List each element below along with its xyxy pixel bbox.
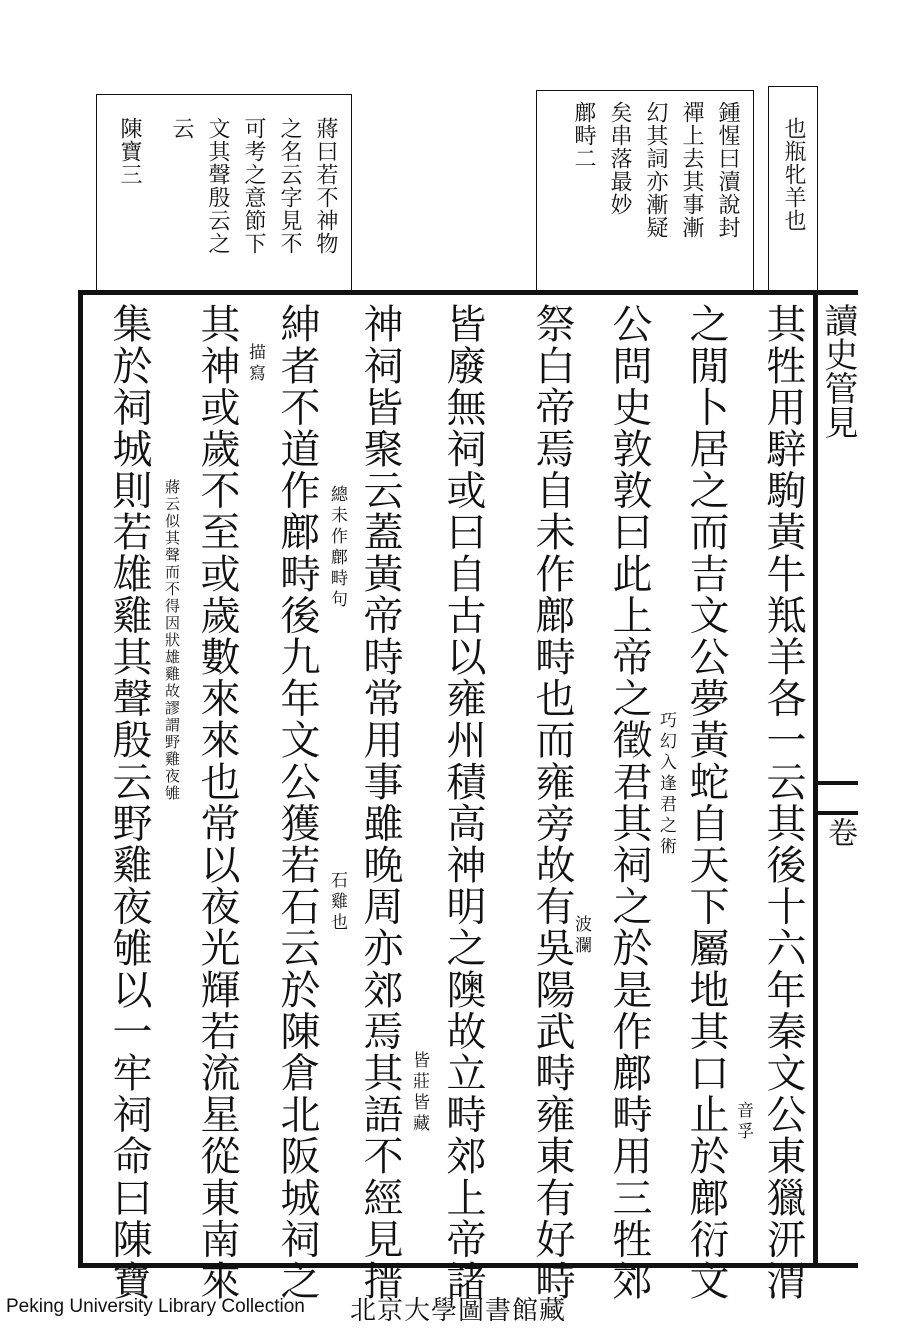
marginal-note-line: 可考之意節下	[241, 117, 266, 255]
interlinear-gloss: 音孚	[733, 1101, 753, 1143]
main-text-column: 公問史敦敦曰此上帝之徵君其祠之於是作鄜畤用三牲郊	[606, 303, 652, 1302]
interlinear-gloss: 描寫	[245, 343, 265, 385]
marginal-note-box-a	[768, 86, 818, 291]
banxin-juan-label: 卷	[822, 817, 857, 847]
marginal-note-line: 陳寶三	[117, 117, 142, 186]
interlinear-gloss: 波瀾	[571, 915, 591, 957]
marginal-note-line: 之名云字見不	[277, 117, 302, 255]
collection-label-chinese: 北京大學圖書館藏	[350, 1296, 567, 1326]
marginal-note-line: 也瓶牝羊也	[781, 117, 806, 232]
marginal-note-box-b	[536, 90, 754, 291]
main-text-column: 之閒卜居之而吉文公夢黃蛇自天下屬地其口止於鄜衍文	[683, 303, 729, 1302]
marginal-note-line: 文其聲殷云之	[205, 117, 230, 255]
interlinear-gloss: 總未作鄜畤句	[327, 485, 347, 611]
main-text-frame	[78, 290, 818, 1302]
main-text-column: 祭白帝焉自未作鄜畤也而雍旁故有吳陽武畤雍東有好畤	[529, 303, 575, 1302]
collection-label-english: Peking University Library Collection	[6, 1296, 305, 1317]
main-text-column: 紳者不道作鄜畤後九年文公獲若石云於陳倉北阪城祠之	[274, 303, 320, 1302]
main-text-column: 皆廢無祠或曰自古以雍州積高神明之隩故立畤郊上帝諸	[440, 303, 486, 1302]
main-text-column: 神祠皆聚云蓋黃帝時常用事雖晚周亦郊焉其語不經見搢	[357, 303, 403, 1302]
marginal-note-line: 鄜畤二	[571, 101, 596, 170]
marginal-note-line: 幻其詞亦漸疑	[643, 101, 668, 239]
interlinear-gloss: 巧幻入逢君之術	[656, 711, 676, 858]
banxin-strip	[818, 290, 858, 1268]
main-text-column: 其神或歲不至或歲數來來也常以夜光輝若流星從東南來	[194, 303, 240, 1302]
fish-tail-mark	[818, 781, 858, 815]
main-text-column: 其牲用騂駒黃牛羝羊各一云其後十六年秦文公東獵汧渭	[760, 303, 806, 1302]
marginal-note-line: 矣串落最妙	[607, 101, 632, 216]
interlinear-gloss: 皆莊皆藏	[409, 1051, 429, 1135]
marginal-note-line: 鍾惺曰瀆說封	[715, 101, 740, 239]
main-text-column: 集於祠城則若雄雞其聲殷云野雞夜雊以一牢祠命曰陳寶	[106, 303, 152, 1302]
marginal-note-box-c	[96, 94, 352, 291]
banxin-title: 讀史管見	[818, 303, 858, 439]
marginal-note-line: 蔣曰若不神物	[313, 117, 338, 255]
interlinear-gloss: 蔣云似其聲而不得因狀雄雞故謬謂野雞夜雊	[163, 479, 181, 802]
marginal-note-line: 云	[169, 117, 194, 140]
marginal-note-line: 禪上去其事漸	[679, 101, 704, 239]
interlinear-gloss: 石雞也	[327, 871, 347, 934]
